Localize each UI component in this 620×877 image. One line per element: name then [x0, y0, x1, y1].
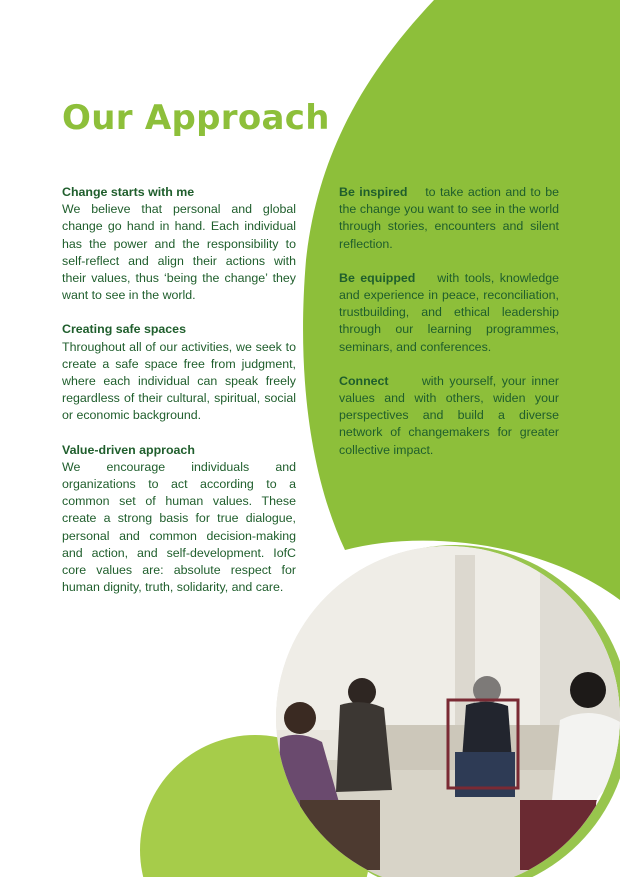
- section-safe-spaces: [62, 321, 296, 424]
- section-heading: Value-driven approach: [62, 442, 195, 457]
- section-heading: Be inspired: [339, 185, 408, 199]
- section-body: to take action and to be the change you want to see in the world through stories, encounters and silent reflection.: [339, 185, 559, 251]
- section-body: with yourself, your inner values and with others, widen your perspectives and build a diverse network of changemakers for greater collective impact.: [339, 373, 559, 457]
- section-be-equipped: [339, 270, 559, 356]
- section-body: We believe that personal and global change go hand in hand. Each individual has the power and the responsibility to self-reflect and align their actions with their values, thus ‘being the change’ they want to see in the world.: [62, 202, 296, 303]
- section-heading: Connect: [339, 373, 389, 388]
- right-column: [339, 184, 559, 476]
- section-body: We encourage individuals and organizations to act according to a common set of human values. These create a strong basis for true dialogue, personal and common decision-making and action, and self-development. IofC core values are: absolute respect for human dignity, truth, solidarity, and care.: [62, 459, 296, 595]
- left-column: [62, 184, 296, 613]
- section-value-driven: [62, 442, 296, 597]
- section-body: Throughout all of our activities, we seek to create a safe space free from judgment, where each individual can speak freely regardless of their cultural, spiritual, social or economic background.: [62, 339, 296, 423]
- section-heading: Change starts with me: [62, 185, 195, 199]
- page-title: Our Approach: [62, 98, 330, 138]
- section-change-starts: [62, 184, 296, 304]
- section-body: with tools, knowledge and experience in peace, reconciliation, trustbuilding, and ethical leadership through our learning programmes, seminars, and conferences.: [339, 270, 560, 354]
- section-heading: Creating safe spaces: [62, 322, 186, 337]
- section-be-inspired: [339, 184, 559, 253]
- section-heading: Be equipped: [339, 270, 416, 285]
- section-connect: [339, 373, 559, 459]
